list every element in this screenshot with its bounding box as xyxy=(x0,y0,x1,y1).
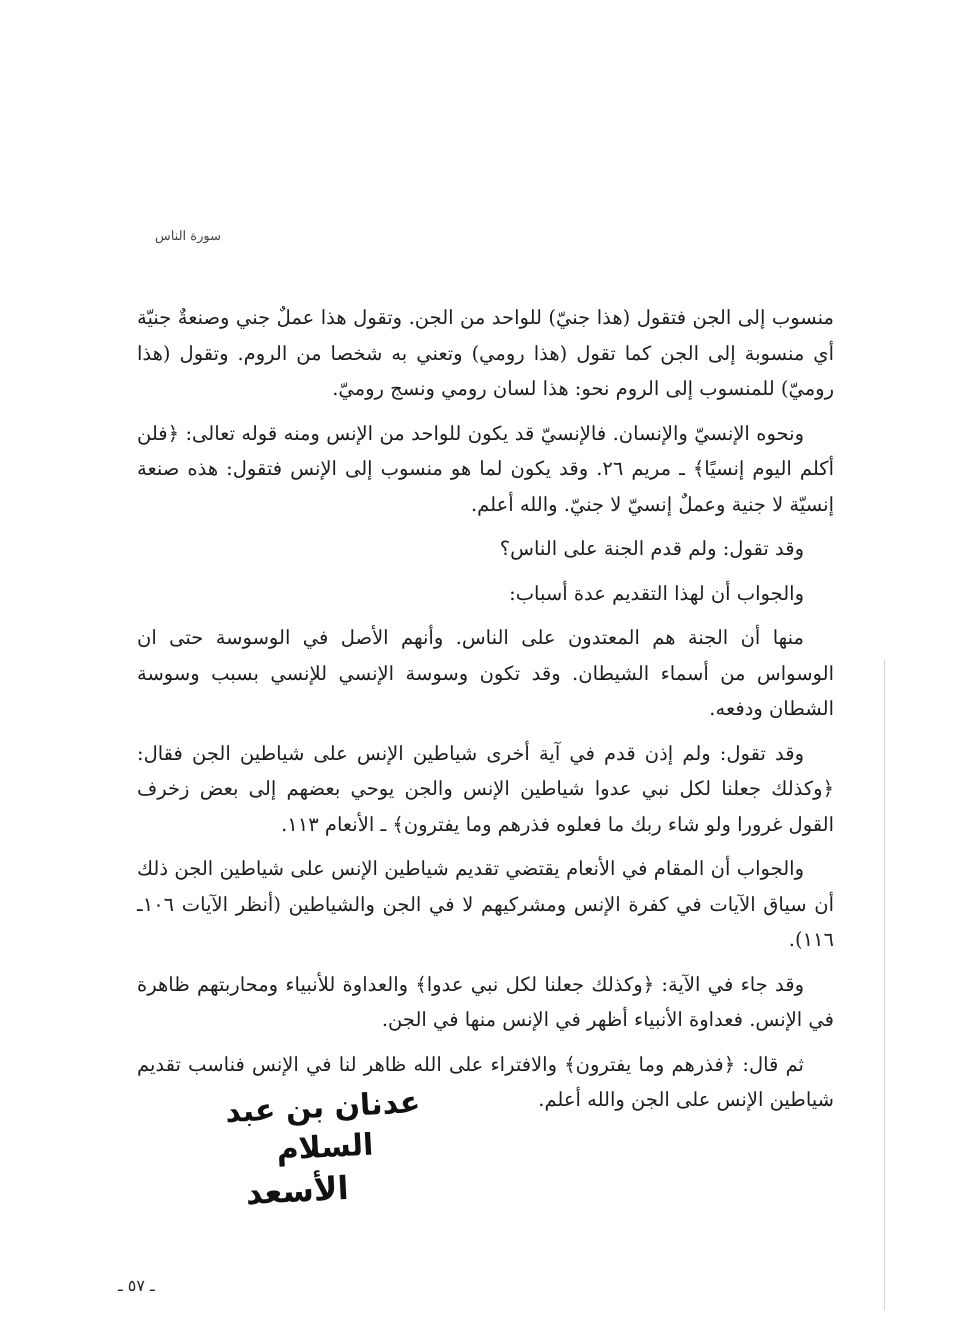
author-signature xyxy=(202,1082,448,1216)
paragraph: والجواب أن لهذا التقديم عدة أسباب: xyxy=(509,581,804,605)
paragraph: منسوب إلى الجن فتقول (هذا جنيّ) للواحد من الجن. وتقول هذا عملٌ جني وصنعةٌ جنيّة أي منسوبة إلى الجن كما تقول (هذا رومي) وتعني به شخصا من الروم. وتقول (هذا روميّ) للمنسوب إلى الروم نحو: هذا لسان رومي ونسج روميّ. xyxy=(137,306,834,400)
paragraph: ونحوه الإنسيّ والإنسان. فالإنسيّ قد يكون للواحد من الإنس ومنه قوله تعالى: ﴿فلن أكلم اليوم إنسيًا﴾ ـ مريم ٢٦. وقد يكون لما هو منسوب إلى الإنس فتقول: هذه صنعة إنسيّة لا جنية وعملٌ إنسيّ لا جنيّ. والله أعلم. xyxy=(137,421,834,516)
running-header: سورة الناس xyxy=(154,229,221,244)
paragraph: وقد جاء في الآية: ﴿وكذلك جعلنا لكل نبي عدوا﴾ والعداوة للأنبياء ومحاربتهم ظاهرة في الإنس. فعداوة الأنبياء أظهر في الإنس منها في الجن. xyxy=(137,972,834,1031)
body-text xyxy=(137,300,834,1127)
signature-name: عدنان بن عبد السلام xyxy=(224,1084,422,1168)
paragraph: ثم قال: ﴿فذرهم وما يفترون﴾ والافتراء على الله ظاهر لنا في الإنس فناسب تقديم شياطين الإنس على الجن والله أعلم. xyxy=(137,1052,834,1111)
scan-edge-line xyxy=(884,660,885,1310)
paragraph: وقد تقول: ولم قدم الجنة على الناس؟ xyxy=(499,537,804,560)
paragraph: منها أن الجنة هم المعتدون على الناس. وأنهم الأصل في الوسوسة حتى ان الوسواس من أسماء الشيطان. وقد تكون وسوسة الإنسي للإنسي بسبب وسوسة الشطان ودفعه. xyxy=(137,626,834,720)
signature-surname: الأسعد xyxy=(244,1168,350,1213)
page-number: ـ ٥٧ ـ xyxy=(118,1276,155,1295)
paragraph: وقد تقول: ولم إذن قدم في آية أخرى شياطين الإنس على شياطين الجن فقال: ﴿وكذلك جعلنا لكل نبي عدوا شياطين الإنس والجن يوحي بعضهم إلى بعض زخرف القول غرورا ولو شاء ربك ما فعلوه فذرهم وما يفترون﴾ ـ الأنعام ١١٣. xyxy=(137,741,834,836)
paragraph: والجواب أن المقام في الأنعام يقتضي تقديم شياطين الإنس على شياطين الجن ذلك أن سياق الآيات في كفرة الإنس ومشركيهم لا في الجن والشياطين (أنظر الآيات ١٠٦ـ ١١٦). xyxy=(137,857,834,951)
